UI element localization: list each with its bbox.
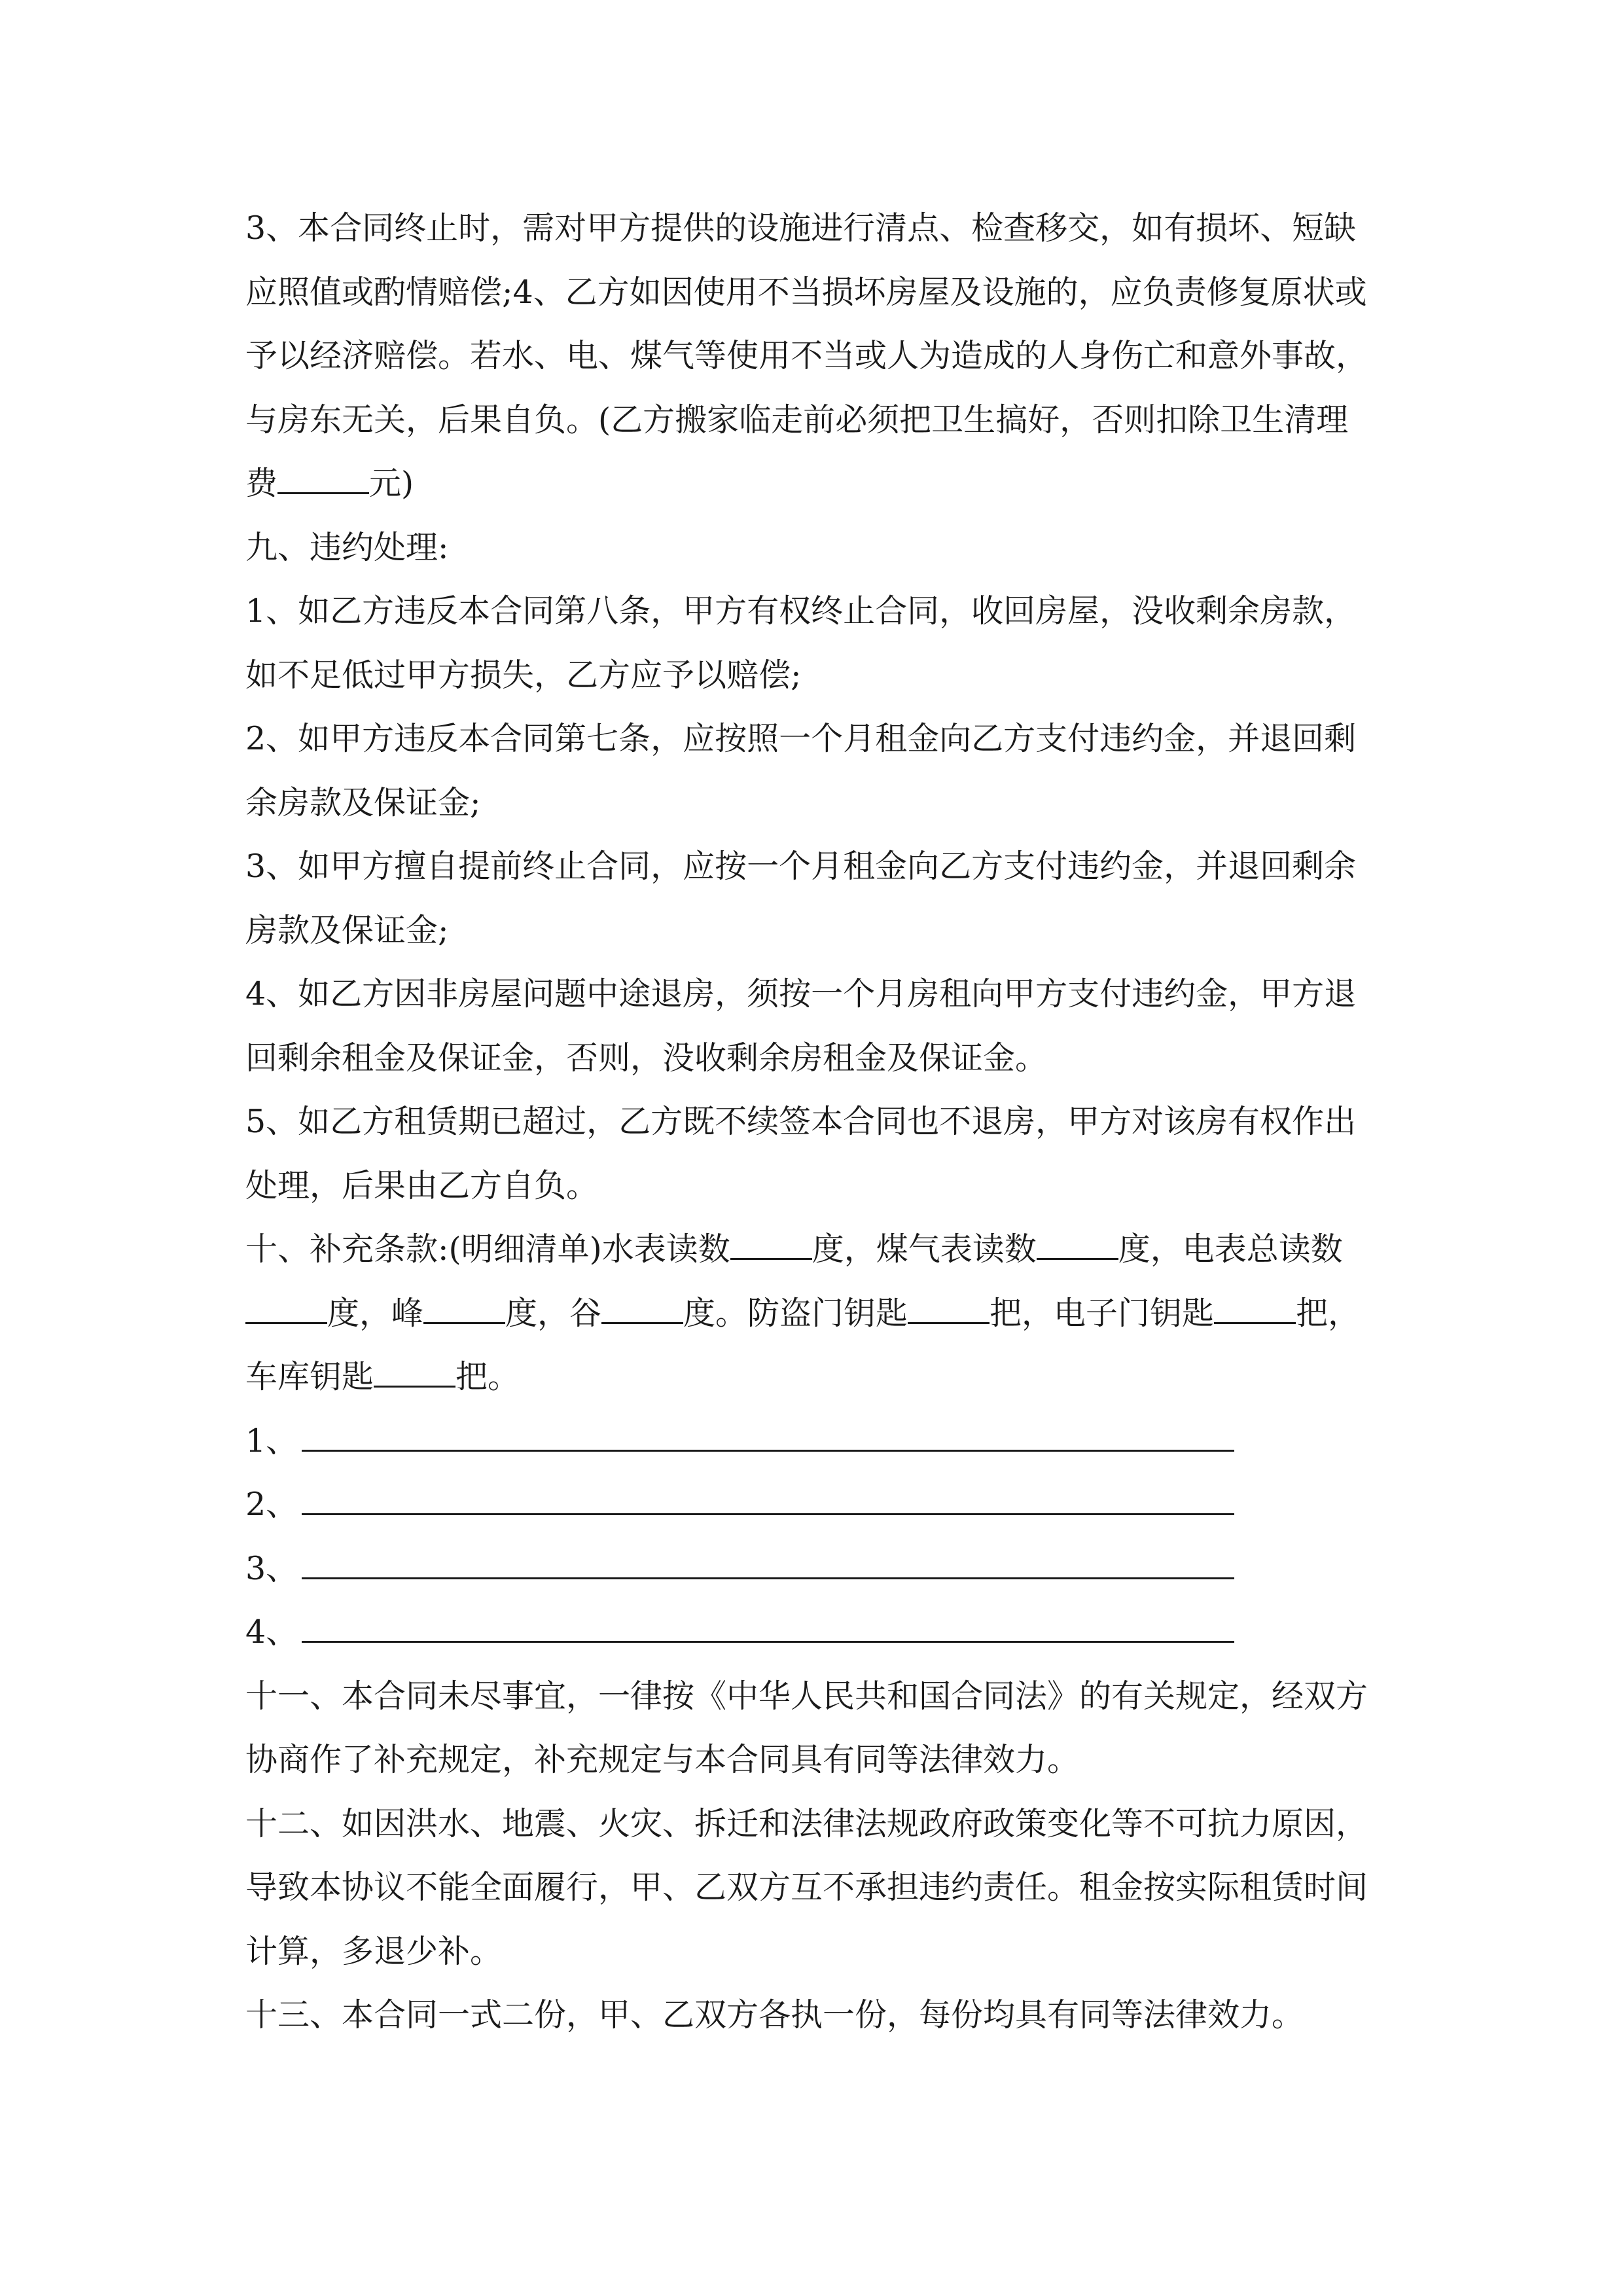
supplement-item-2-blank[interactable] — [302, 1482, 1234, 1515]
section-12-line-1: 十二、如因洪水、地震、火灾、拆迁和法律法规政府政策变化等不可抗力原因， — [245, 1804, 1368, 1842]
section-9-heading: 九、违约处理: — [245, 528, 449, 566]
section-10-line-1: 十、补充条款:(明细清单)水表读数 度，煤气表读数 度，电表总读数 — [245, 1230, 1343, 1268]
water-meter-blank[interactable] — [730, 1232, 812, 1260]
section-12-line-3: 计算，多退少补。 — [245, 1932, 503, 1970]
cleaning-fee-blank[interactable] — [277, 466, 369, 494]
gas-meter-blank[interactable] — [1037, 1232, 1118, 1260]
section-11-line-1: 十一、本合同未尽事宜，一律按《中华人民共和国合同法》的有关规定，经双方 — [245, 1677, 1368, 1715]
supplement-item-4: 4、 — [245, 1600, 1397, 1664]
electric-valley-blank[interactable] — [601, 1296, 683, 1324]
clause-9-4-line-2: 回剩余租金及保证金，否则，没收剩余房租金及保证金。 — [245, 1039, 1048, 1077]
garage-key-blank[interactable] — [374, 1359, 455, 1388]
clause-9-5-line-1: 5、如乙方租赁期已超过，乙方既不续签本合同也不退房，甲方对该房有权作出 — [245, 1103, 1357, 1140]
supplement-item-2: 2、 — [245, 1473, 1397, 1537]
electric-peak-blank[interactable] — [423, 1296, 505, 1324]
supplement-item-4-blank[interactable] — [302, 1609, 1234, 1643]
electric-total-blank[interactable] — [245, 1296, 327, 1324]
section-10-line-2: 度，峰 度，谷 度。防盗门钥匙 把，电子门钥匙 把， — [245, 1282, 1397, 1346]
section-10-line-3: 车库钥匙 把。 — [245, 1358, 520, 1395]
security-door-key-blank[interactable] — [908, 1296, 990, 1324]
clause-8-3-line-2: 应照值或酌情赔偿;4、乙方如因使用不当损坏房屋及设施的，应负责修复原状或 — [245, 273, 1367, 311]
clause-8-3-line-1: 3、本合同终止时，需对甲方提供的设施进行清点、检查移交，如有损坏、短缺 — [245, 209, 1357, 247]
contract-page — [245, 196, 1397, 2047]
clause-9-1-line-1: 1、如乙方违反本合同第八条，甲方有权终止合同，收回房屋，没收剩余房款， — [245, 592, 1357, 630]
clause-9-2-line-1: 2、如甲方违反本合同第七条，应按照一个月租金向乙方支付违约金，并退回剩 — [245, 720, 1357, 757]
clause-9-1-line-2: 如不足低过甲方损失，乙方应予以赔偿; — [245, 656, 802, 694]
clause-8-3-line-3: 予以经济赔偿。若水、电、煤气等使用不当或人为造成的人身伤亡和意外事故， — [245, 337, 1368, 374]
supplement-item-3-blank[interactable] — [302, 1546, 1234, 1579]
electronic-door-key-blank[interactable] — [1214, 1296, 1296, 1324]
clause-9-3-line-2: 房款及保证金; — [245, 911, 449, 949]
clause-9-3-line-1: 3、如甲方擅自提前终止合同，应按一个月租金向乙方支付违约金，并退回剩余 — [245, 848, 1357, 885]
clause-8-3-line-5: 费 元) — [245, 465, 414, 502]
clause-8-3-line-4: 与房东无关，后果自负。(乙方搬家临走前必须把卫生搞好，否则扣除卫生清理 — [245, 401, 1349, 439]
clause-9-4-line-1: 4、如乙方因非房屋问题中途退房，须按一个月房租向甲方支付违约金，甲方退 — [245, 975, 1357, 1013]
supplement-item-1: 1、 — [245, 1409, 1397, 1473]
section-13-line-1: 十三、本合同一式二份，甲、乙双方各执一份，每份均具有同等法律效力。 — [245, 1996, 1304, 2034]
section-11-line-2: 协商作了补充规定，补充规定与本合同具有同等法律效力。 — [245, 1741, 1080, 1778]
clause-9-2-line-2: 余房款及保证金; — [245, 783, 481, 821]
section-12-line-2: 导致本协议不能全面履行，甲、乙双方互不承担违约责任。租金按实际租赁时间 — [245, 1869, 1368, 1906]
clause-9-5-line-2: 处理，后果由乙方自负。 — [245, 1166, 599, 1204]
supplement-item-1-blank[interactable] — [302, 1418, 1234, 1452]
supplement-item-3: 3、 — [245, 1537, 1397, 1601]
